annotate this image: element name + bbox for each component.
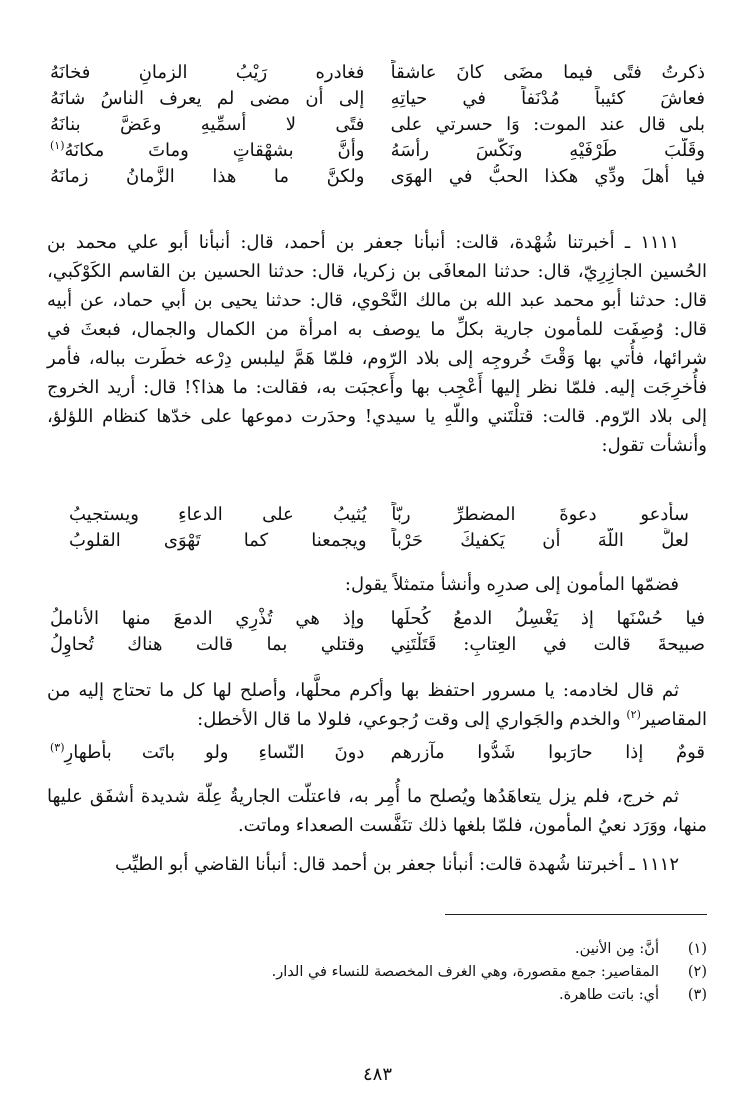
hemistich-second: وإذ هي تُذْرِي الدمعَ منها الأناملُ <box>50 608 365 629</box>
verse <box>50 86 705 112</box>
footnotes <box>47 938 707 1007</box>
hemistich-second: ولكنَّ ما هذا الزَّمانُ زمانَهُ <box>50 166 365 187</box>
hemistich-first: فيا حُسْنَها إذ يَغْسِلُ الدمعُ كُحلَها <box>390 608 705 629</box>
page-number: ٤٨٣ <box>362 1064 392 1085</box>
narration-text: ثم خرج، فلم يزل يتعاهَدُها ويُصلح ما أُمِر به، فاعتلّت الجاريةُ عِلّة شديدة أشفَق عليها منها، ووَرَد نعيُ المأمون، فلمّا بلغها ذلك تنَفَّست الصعداء وماتت. <box>47 786 707 836</box>
verse <box>50 138 705 164</box>
narration-text: فضمّها المأمون إلى صدرِه وأنشأ متمثلاً يقول: <box>344 574 679 595</box>
footnote <box>47 961 707 984</box>
hemistich-second: إلى أن مضى لم يعرف الناسُ شانَهُ <box>50 88 365 109</box>
poem-opening <box>50 60 705 190</box>
paragraph-masrur <box>47 676 707 734</box>
footnote-text: المقاصير: جمع مقصورة، وهي الغرف المخصصة للنساء في الدار. <box>271 964 659 980</box>
narration-part: والخدم والجَواري إلى وقت رُجوعي، فلولا ما قال الأخطل: <box>197 709 627 730</box>
hemistich-second: يُثيبُ على الدعاءِ ويستجيبُ <box>69 504 367 525</box>
hemistich-first: فعاشَ كئيباً مُدْنَفاً في حياتِهِ <box>390 88 705 109</box>
hemistich-first: لعلَّ اللّهَ أن يَكفيكَ حَرْباً <box>391 530 689 551</box>
hemistich-text: وأنَّ بشهْقاتٍ وماتَ مكانَهُ <box>64 140 365 161</box>
narration-text: ١١١١ ـ أخبرتنا شُهْدة، قالت: أنبأنا جعفر بن أحمد، قال: أنبأنا أبو علي محمد بن الحُسين الجازِرِيّ، قال: حدثنا المعافَى بن زكريا، قال: حدثنا الحسين بن القاسم الكَوْكَبي، قال: حدثنا أبو محمد عبد الله بن مالك النَّحْوي، قال: حدثنا يحيى بن أبي حماد، عن أبيه قال: وُصِفَت للمأمون جارية بكلِّ ما يوصف به امرأة من الكمال والجمال، فبعثَ في شرائها، فأُتي بها وَقْتَ خُروجِه إلى بلاد الرّوم، فلمّا هَمَّ ليلبس دِرْعه خطَرت بباله، فأمر فأُخرِجَت إليه. فلمّا نظر إليها أَعْجِب بها وأَعجبَت به، فقالت: ما هذا؟! قال: أريد الخروج إلى بلاد الرّوم. قالت: قتلْتَني واللّهِ يا سيدي! وحدَرت دموعها على خدّها كنظام اللؤلؤ، وأنشأت تقول: <box>47 232 707 456</box>
verse <box>50 606 705 632</box>
verse <box>69 502 689 528</box>
hemistich-first: وقَلَّبَ طَرْفَيْهِ ونَكَّسَ رأسَهُ <box>390 140 705 161</box>
paragraph-death <box>47 782 707 840</box>
hemistich-second: ويجمعنا كما تَهْوَى القلوبُ <box>69 530 367 551</box>
footnote-ref: (٢) <box>626 708 641 721</box>
footnote <box>47 938 707 961</box>
poem-akhtal <box>50 740 705 766</box>
footnote-text: أنَّ: مِن الأنين. <box>575 941 659 957</box>
hemistich-first: ذكرتُ فتًى فيما مضَى كانَ عاشقاً <box>390 62 705 83</box>
hemistich-first: بلى قال عند الموت: وَا حسرتي على <box>390 114 705 135</box>
footnote-ref: (٣) <box>50 741 65 754</box>
hemistich-second: فتًى لا أسمِّيهِ وعَضَّ بنانَهُ <box>50 114 365 135</box>
footnote-text: أي: باتت طاهرة. <box>558 987 659 1003</box>
paragraph-1112 <box>47 850 707 879</box>
hemistich-first: سأدعو دعوةَ المضطرِّ ربّاً <box>391 504 689 525</box>
verse <box>50 112 705 138</box>
hemistich-second: وقتلي بما قالت هناك تُحاوِلُ <box>50 634 365 655</box>
hemistich-second: فغادره رَيْبُ الزمانِ فخانَهُ <box>50 62 365 83</box>
verse <box>50 60 705 86</box>
paragraph-1111 <box>47 228 707 460</box>
paragraph-intro <box>47 570 707 599</box>
footnote-number: (٢) <box>687 964 707 980</box>
footnote-divider <box>445 914 707 915</box>
verse <box>50 632 705 658</box>
narration-text <box>47 676 707 734</box>
narration-text: ١١١٢ ـ أخبرتنا شُهدة قالت: أنبأنا جعفر بن أحمد قال: أنبأنا القاضي أبو الطيِّب <box>115 854 679 875</box>
verse <box>50 740 705 766</box>
footnote <box>47 984 707 1007</box>
hemistich-second <box>50 138 364 164</box>
hemistich-text: دونَ النّساءِ ولو باتَت بأطهارِ <box>64 742 365 763</box>
footnote-ref: (١) <box>50 139 65 152</box>
narration-part: ثم قال لخادمه: يا مسرور احتفظ بها وأكرم محلَّها، وأصلح لها كل ما تحتاج إليه من المقاصير <box>47 680 707 730</box>
footnote-number: (١) <box>687 941 707 957</box>
hemistich-second <box>50 740 364 766</box>
hemistich-first: قومٌ إذا حارَبوا شَدُّوا مآزرهم <box>390 742 705 763</box>
hemistich-first: صبيحةَ قالت في العِتابِ: قَتَلْتَنِي <box>390 634 705 655</box>
poem-maid <box>69 502 689 554</box>
verse <box>69 528 689 554</box>
poem-mamun <box>50 606 705 658</box>
footnote-number: (٣) <box>687 987 707 1003</box>
verse <box>50 164 705 190</box>
hemistich-first: فيا أهلَ ودِّي هكذا الحبُّ في الهوَى <box>390 166 705 187</box>
